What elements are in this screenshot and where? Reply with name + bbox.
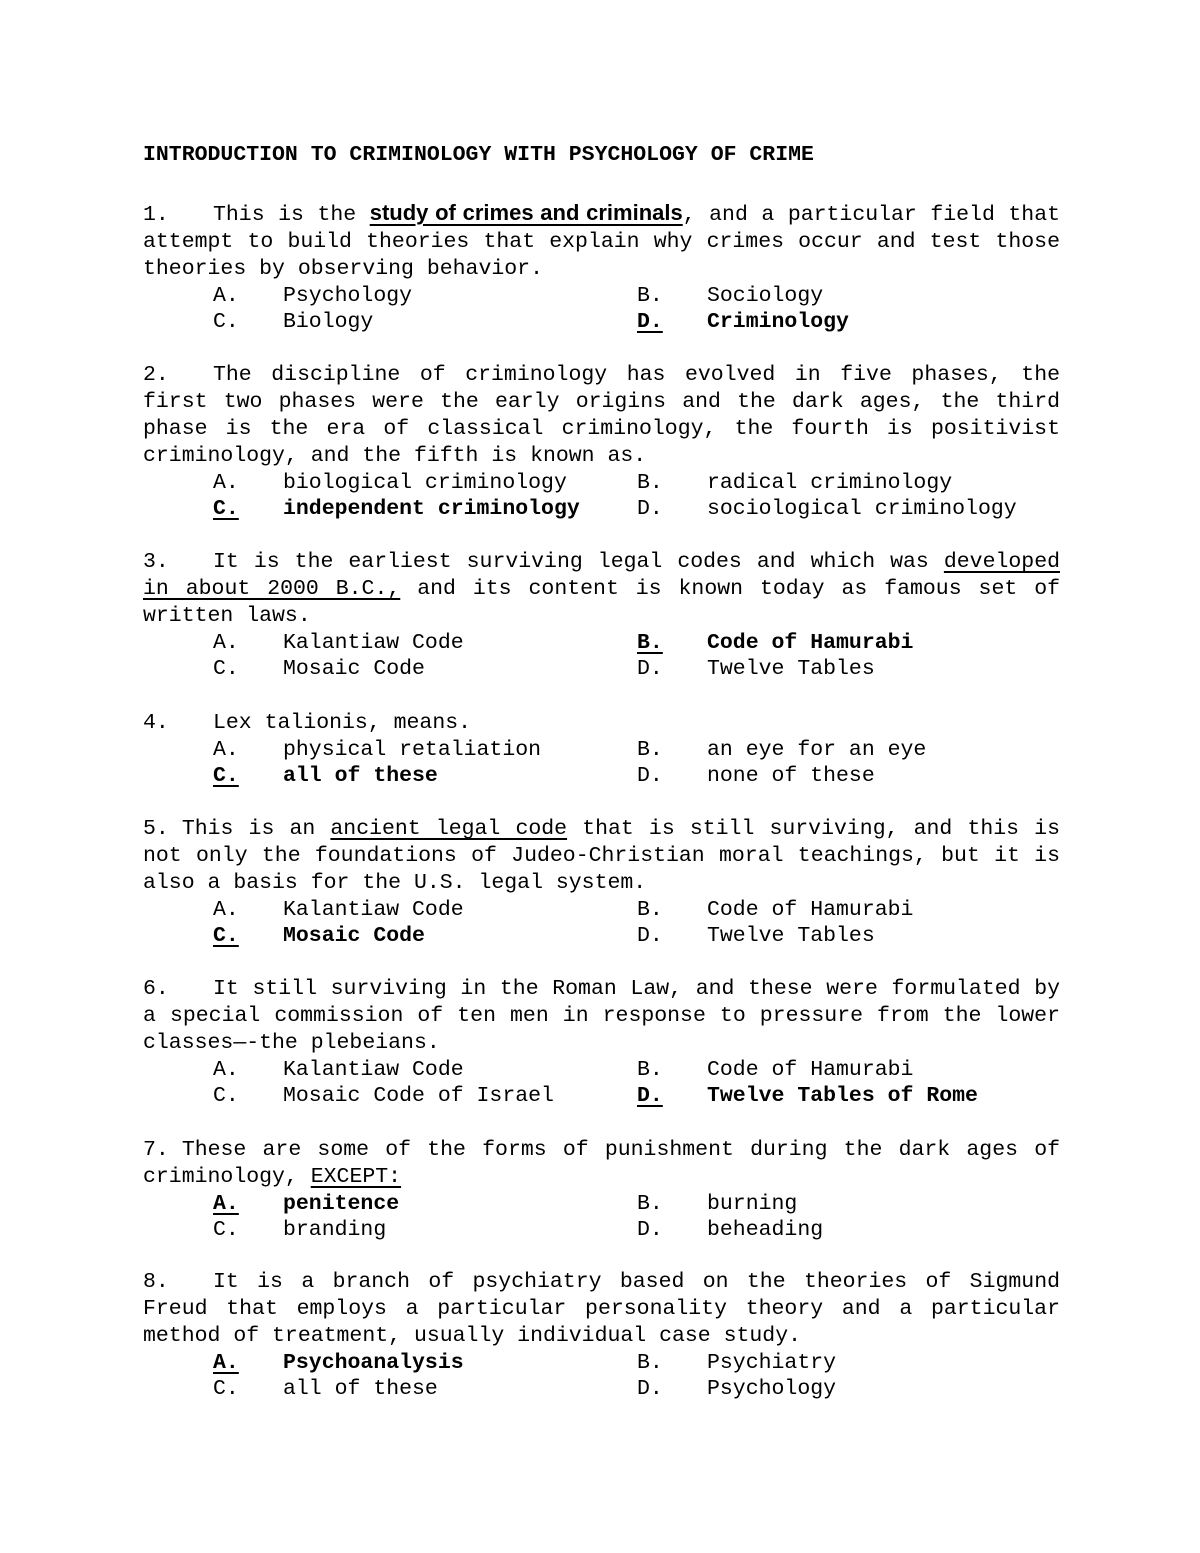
options [143, 737, 1060, 789]
question-6 [143, 976, 1060, 1109]
question-stem: 2. The discipline of criminology has evolved in five phases, the first two phases were the early origins and the dark ages, the third phase is the era of classical criminology, the fourth is positivist criminology, and the fifth is known as. [143, 363, 1060, 468]
question-4 [143, 710, 1060, 789]
question-stem: 3. It is the earliest surviving legal codes and which was developed in about 2000 B.C., and its content is known today as famous set of written laws. [143, 550, 1061, 628]
question-number: 2. [143, 363, 169, 387]
option-d: D. Psychology [637, 1377, 837, 1401]
option-b: B. Psychiatry [637, 1351, 837, 1375]
options [143, 283, 1060, 335]
option-a: A. Kalantiaw Code [213, 631, 464, 655]
question-1 [143, 199, 1060, 335]
option-c: C. Biology [213, 310, 374, 334]
option-b: B. Code of Hamurabi [637, 898, 914, 922]
question-2 [143, 362, 1060, 522]
options [143, 630, 1060, 682]
underlined-phrase: ancient legal code [330, 817, 568, 841]
question-5 [143, 816, 1060, 949]
underlined-phrase: developed in about 2000 B.C., [143, 550, 1060, 601]
option-c-correct: C. all of these [213, 764, 438, 788]
option-a: A. Kalantiaw Code [213, 1058, 464, 1082]
option-a: A. physical retaliation [213, 738, 542, 762]
option-a: A. Kalantiaw Code [213, 898, 464, 922]
question-3 [143, 549, 1060, 682]
option-d: D. Twelve Tables [637, 657, 875, 681]
question-7 [143, 1137, 1060, 1243]
question-8 [143, 1269, 1060, 1402]
option-d: D. Twelve Tables [637, 924, 875, 948]
option-b: B. an eye for an eye [637, 738, 927, 762]
option-c: C. all of these [213, 1377, 438, 1401]
option-b: B. Sociology [637, 284, 824, 308]
question-number: 6. [143, 977, 169, 1001]
option-a-correct: A. penitence [213, 1192, 400, 1216]
option-d-correct: D. Twelve Tables of Rome [637, 1084, 978, 1108]
option-a-correct: A. Psychoanalysis [213, 1351, 464, 1375]
option-b: B. radical criminology [637, 471, 953, 495]
question-stem: 5. This is an ancient legal code that is still surviving, and this is not only the foundations of Judeo-Christian moral teachings, but it is also a basis for the U.S. legal system. [143, 817, 1060, 895]
question-number: 1. [143, 203, 169, 227]
underlined-phrase: EXCEPT: [310, 1165, 402, 1189]
option-d-correct: D. Criminology [637, 310, 849, 334]
options [143, 1191, 1060, 1243]
option-c: C. branding [213, 1218, 387, 1242]
options [143, 1057, 1060, 1109]
option-b: B. Code of Hamurabi [637, 1058, 914, 1082]
options [143, 897, 1060, 949]
option-d: D. beheading [637, 1218, 824, 1242]
option-d: D. none of these [637, 764, 875, 788]
question-stem: 7. These are some of the forms of punishment during the dark ages of criminology, EXCEPT: [143, 1138, 1060, 1189]
option-c-correct: C. Mosaic Code [213, 924, 425, 948]
question-number: 4. [143, 711, 169, 735]
option-b-correct: B. Code of Hamurabi [637, 631, 914, 655]
option-c: C. Mosaic Code [213, 657, 425, 681]
option-d: D. sociological criminology [637, 497, 1017, 521]
option-b: B. burning [637, 1192, 798, 1216]
emphasized-phrase: study of crimes and criminals [369, 200, 683, 225]
question-number: 7. [143, 1138, 169, 1162]
options [143, 1350, 1060, 1402]
question-number: 3. [143, 550, 169, 574]
question-number: 5. [143, 817, 169, 841]
page-title: INTRODUCTION TO CRIMINOLOGY WITH PSYCHOLOGY OF CRIME [143, 143, 814, 167]
question-number: 8. [143, 1270, 169, 1294]
option-c: C. Mosaic Code of Israel [213, 1084, 554, 1108]
question-stem: 1. This is the study of crimes and criminals, and a particular field that attempt to build theories that explain why crimes occur and test those theories by observing behavior. [143, 200, 1061, 281]
option-a: A. Psychology [213, 284, 413, 308]
question-stem: 6. It still surviving in the Roman Law, and these were formulated by a special commission of ten men in response to pressure from the lower classes—-the plebeians. [143, 977, 1060, 1055]
options [143, 470, 1060, 522]
option-c-correct: C. independent criminology [213, 497, 580, 521]
option-a: A. biological criminology [213, 471, 567, 495]
question-stem: 4. Lex talionis, means. [143, 711, 472, 735]
question-stem: 8. It is a branch of psychiatry based on the theories of Sigmund Freud that employs a particular personality theory and a particular method of treatment, usually individual case study. [143, 1270, 1060, 1348]
